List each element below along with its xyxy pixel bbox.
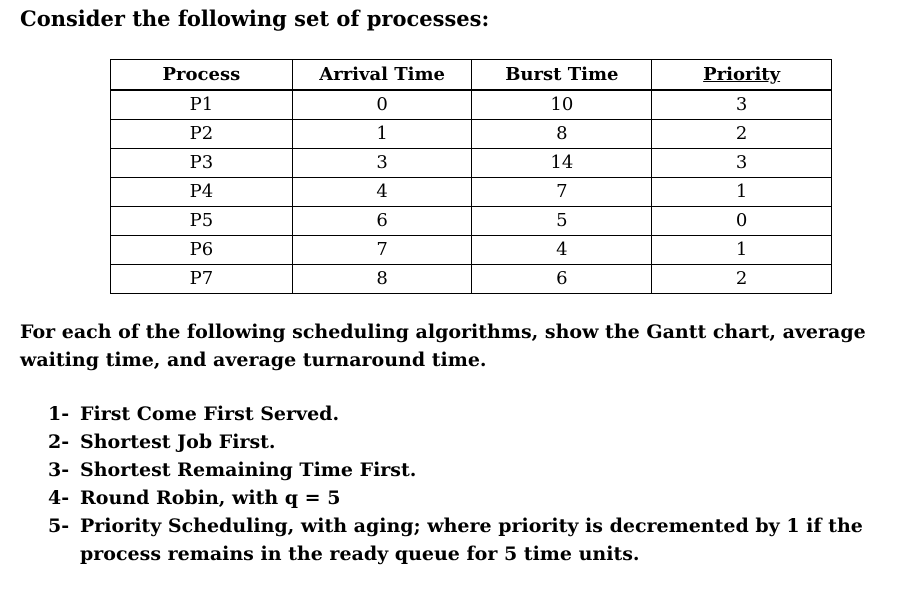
cell-burst-time: 10 — [472, 90, 652, 120]
cell-priority: 0 — [652, 207, 832, 236]
table-row — [111, 149, 832, 178]
header-process: Process — [111, 60, 293, 91]
table-row — [111, 265, 832, 294]
list-item — [48, 428, 893, 456]
list-item — [48, 512, 893, 568]
table-row — [111, 178, 832, 207]
cell-process: P7 — [111, 265, 293, 294]
cell-process: P1 — [111, 90, 293, 120]
list-item-number: 1- — [48, 403, 70, 425]
header-arrival-time: Arrival Time — [292, 60, 472, 91]
table-row — [111, 207, 832, 236]
cell-arrival-time: 8 — [292, 265, 472, 294]
table-row — [111, 236, 832, 265]
cell-burst-time: 7 — [472, 178, 652, 207]
cell-process: P6 — [111, 236, 293, 265]
cell-burst-time: 6 — [472, 265, 652, 294]
cell-burst-time: 8 — [472, 120, 652, 149]
table-row — [111, 90, 832, 120]
cell-burst-time: 5 — [472, 207, 652, 236]
cell-priority: 1 — [652, 178, 832, 207]
table-header-row — [111, 60, 832, 91]
cell-process: P5 — [111, 207, 293, 236]
cell-arrival-time: 4 — [292, 178, 472, 207]
list-item-text: Shortest Remaining Time First. — [80, 459, 417, 481]
cell-priority: 3 — [652, 149, 832, 178]
instruction-text: For each of the following scheduling algorithms, show the Gantt chart, average waiting time, and average turnaround time. — [20, 321, 866, 371]
page-heading: Consider the following set of processes: — [20, 6, 490, 31]
cell-burst-time: 4 — [472, 236, 652, 265]
list-item-number: 4- — [48, 487, 70, 509]
header-priority: Priority — [652, 60, 832, 91]
table-row — [111, 120, 832, 149]
cell-process: P4 — [111, 178, 293, 207]
algorithm-list — [48, 400, 893, 568]
cell-priority: 2 — [652, 120, 832, 149]
cell-arrival-time: 3 — [292, 149, 472, 178]
list-item — [48, 456, 893, 484]
cell-priority: 3 — [652, 90, 832, 120]
cell-priority: 2 — [652, 265, 832, 294]
cell-arrival-time: 7 — [292, 236, 472, 265]
process-table — [110, 59, 832, 294]
cell-priority: 1 — [652, 236, 832, 265]
list-item-text: Round Robin, with q = 5 — [80, 487, 341, 509]
list-item — [48, 484, 893, 512]
cell-arrival-time: 6 — [292, 207, 472, 236]
list-item-text: Shortest Job First. — [80, 431, 276, 453]
header-burst-time: Burst Time — [472, 60, 652, 91]
list-item-number: 3- — [48, 459, 70, 481]
cell-process: P2 — [111, 120, 293, 149]
list-item-number: 5- — [48, 515, 70, 537]
list-item-text: First Come First Served. — [80, 403, 340, 425]
cell-process: P3 — [111, 149, 293, 178]
cell-arrival-time: 0 — [292, 90, 472, 120]
cell-burst-time: 14 — [472, 149, 652, 178]
cell-arrival-time: 1 — [292, 120, 472, 149]
list-item-text: Priority Scheduling, with aging; where priority is decremented by 1 if the process remains in the ready queue for 5 time units. — [80, 515, 863, 565]
list-item-number: 2- — [48, 431, 70, 453]
list-item — [48, 400, 893, 428]
